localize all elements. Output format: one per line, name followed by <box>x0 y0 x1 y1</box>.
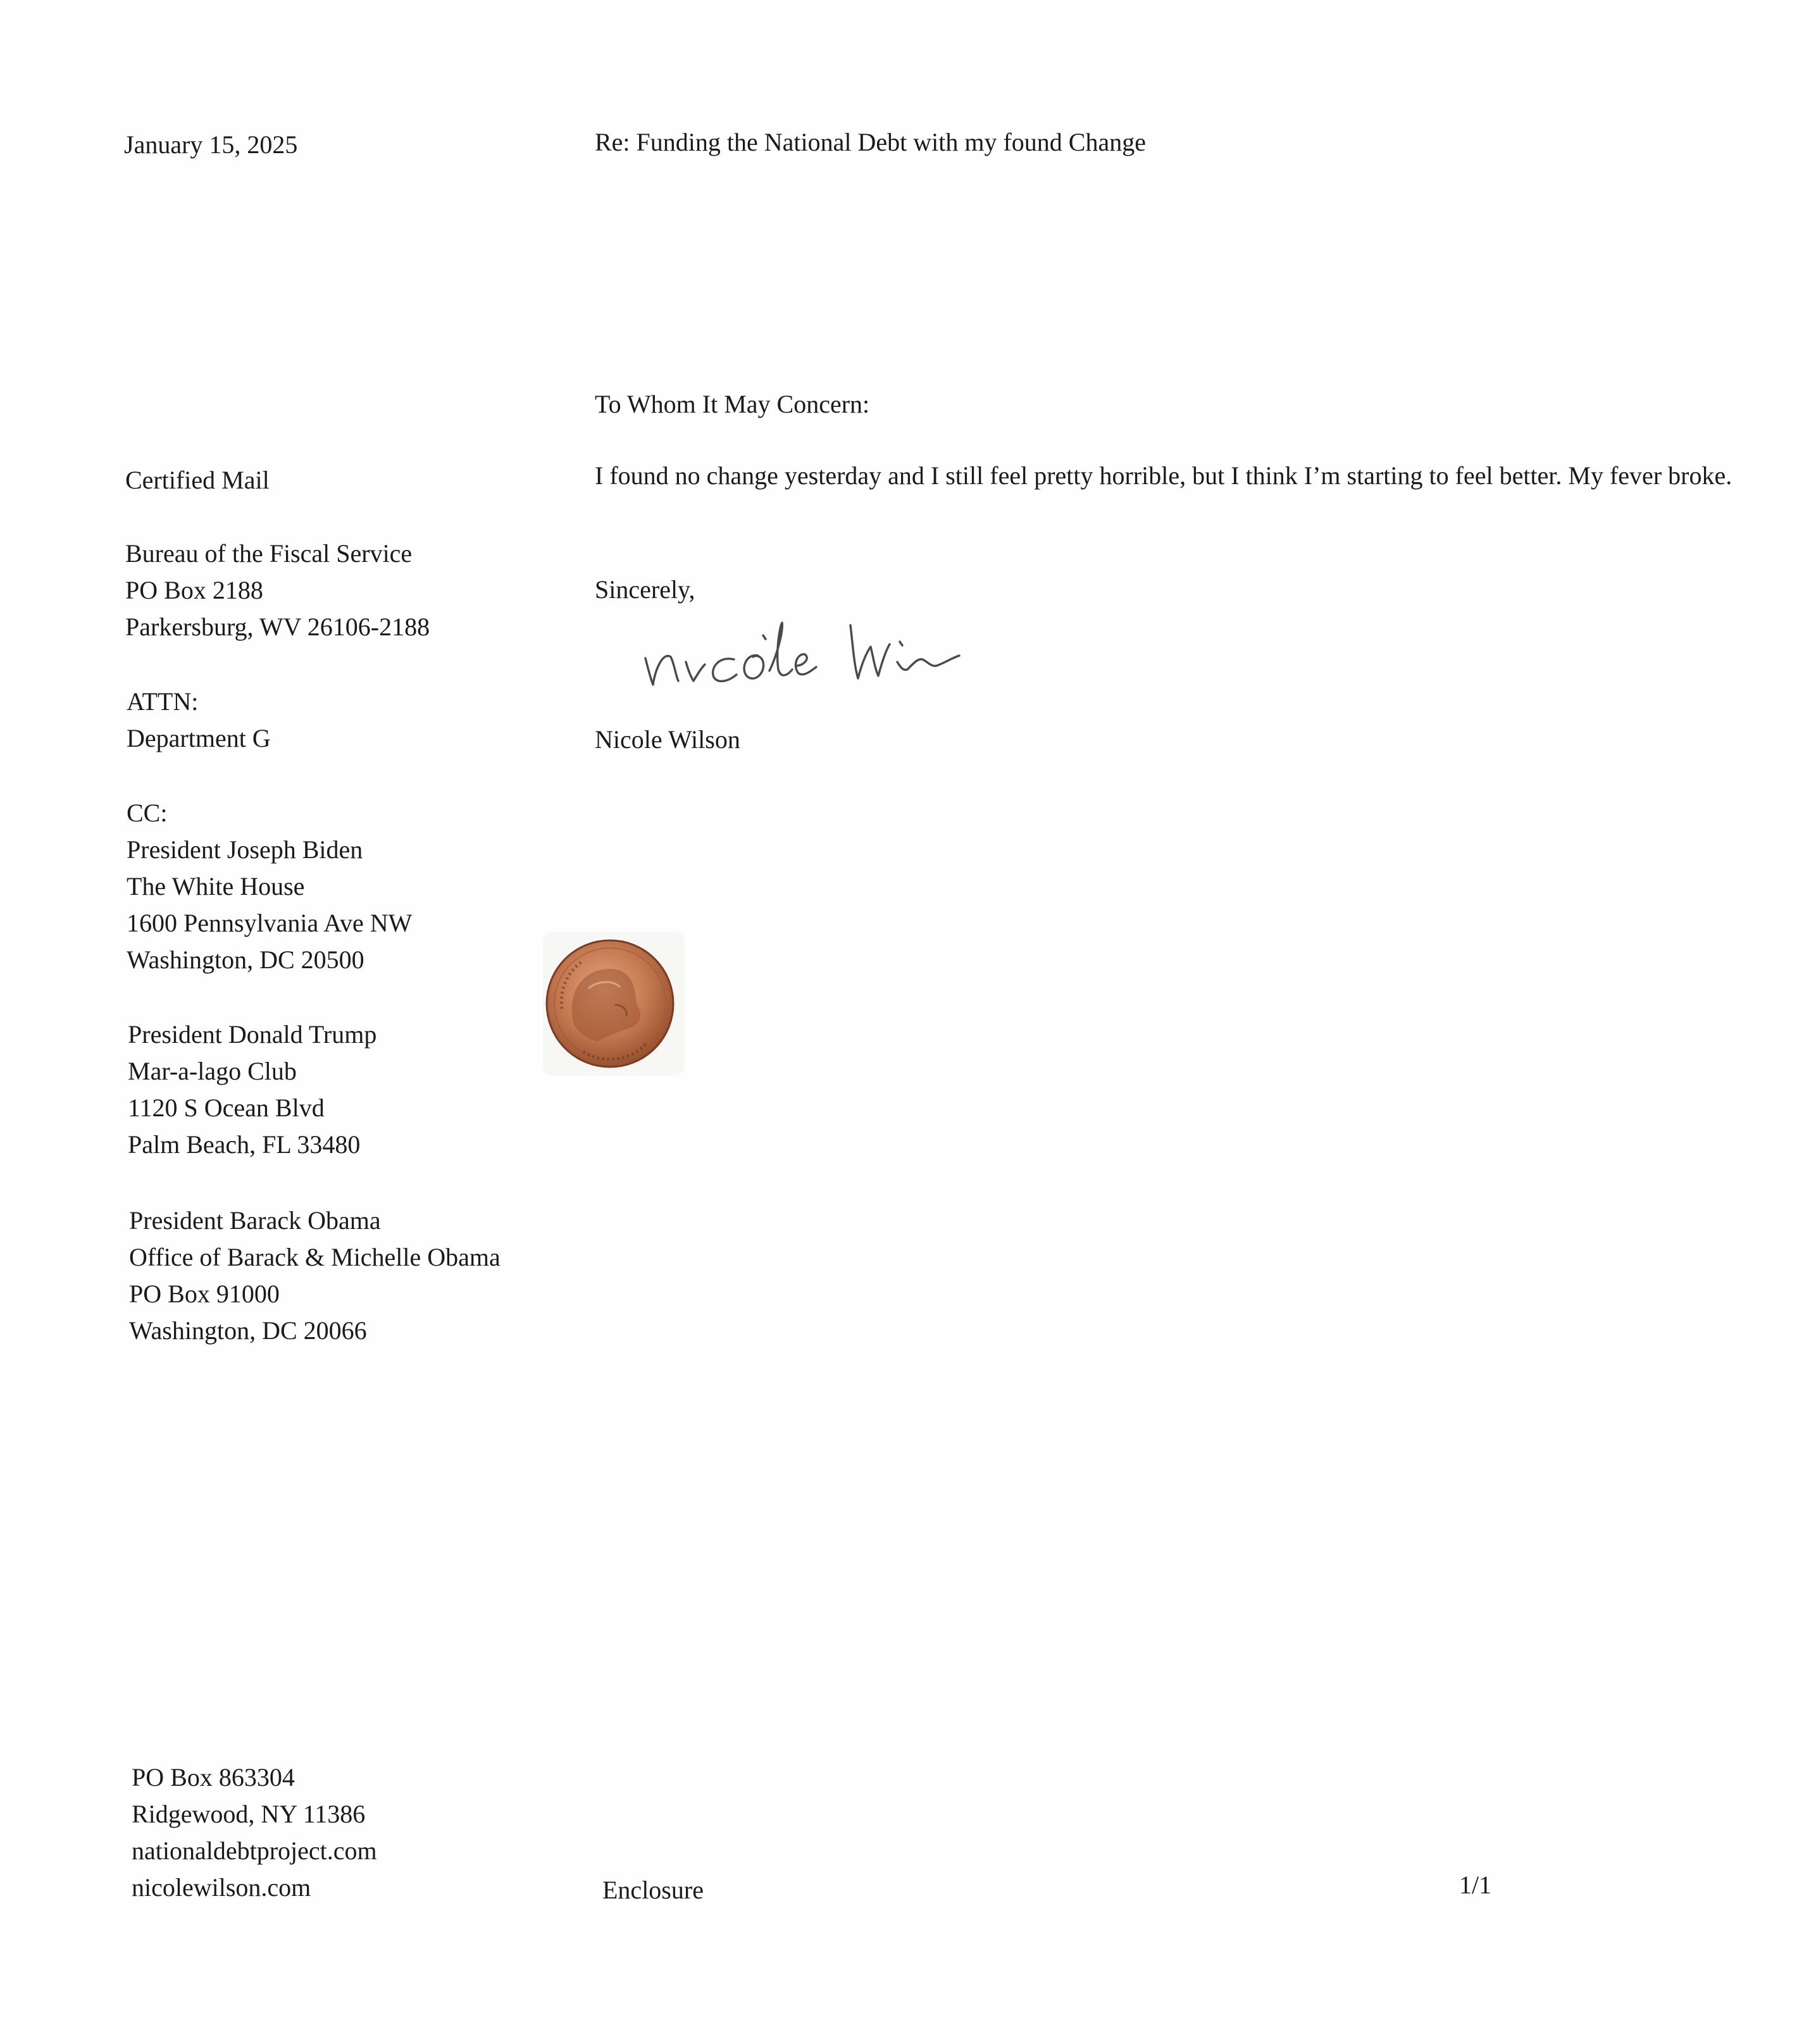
salutation: To Whom It May Concern: <box>595 390 870 418</box>
recipient-line: PO Box 2188 <box>125 576 263 604</box>
cc-line: Office of Barack & Michelle Obama <box>129 1243 501 1271</box>
return-address-line: nicolewilson.com <box>132 1873 311 1902</box>
recipient-line: Parkersburg, WV 26106-2188 <box>125 613 430 641</box>
return-address <box>132 1759 377 1906</box>
cc-line: Washington, DC 20066 <box>129 1316 367 1345</box>
return-address-line: Ridgewood, NY 11386 <box>132 1800 366 1828</box>
cc-biden-block <box>127 795 412 978</box>
recipient-address <box>125 535 430 645</box>
cc-line: Mar-a-lago Club <box>128 1057 297 1085</box>
cc-line: 1600 Pennsylvania Ave NW <box>127 909 413 937</box>
penny-coin-icon <box>539 930 686 1077</box>
cc-line: Palm Beach, FL 33480 <box>128 1130 361 1159</box>
letter-date: January 15, 2025 <box>124 130 298 159</box>
cc-obama-block <box>129 1202 501 1349</box>
cc-label: CC: <box>127 799 168 827</box>
attn-block <box>127 683 271 757</box>
page-number: 1/1 <box>1459 1871 1492 1899</box>
return-address-line: nationaldebtproject.com <box>132 1836 377 1865</box>
cc-line: PO Box 91000 <box>129 1280 280 1308</box>
cc-trump-block <box>128 1016 376 1163</box>
closing: Sincerely, <box>595 575 695 604</box>
recipient-line: Bureau of the Fiscal Service <box>125 539 413 568</box>
letter-subject: Re: Funding the National Debt with my found Change <box>595 128 1146 156</box>
cc-line: President Barack Obama <box>129 1206 381 1235</box>
signature-image <box>639 608 968 696</box>
signer-name: Nicole Wilson <box>595 725 740 754</box>
cc-line: 1120 S Ocean Blvd <box>128 1094 325 1122</box>
cc-line: Washington, DC 20500 <box>127 945 364 974</box>
enclosure-label: Enclosure <box>602 1876 704 1904</box>
cc-line: President Joseph Biden <box>127 835 363 864</box>
signature-icon <box>639 608 968 696</box>
return-address-line: PO Box 863304 <box>132 1763 295 1792</box>
attn-department: Department G <box>127 724 271 752</box>
letter-body: I found no change yesterday and I still feel pretty horrible, but I think I’m starting to feel better. My fever broke. <box>595 461 1732 490</box>
cc-line: The White House <box>127 872 305 900</box>
cc-line: President Donald Trump <box>128 1020 377 1049</box>
attn-label: ATTN: <box>127 687 199 716</box>
mailing-method: Certified Mail <box>125 466 270 494</box>
